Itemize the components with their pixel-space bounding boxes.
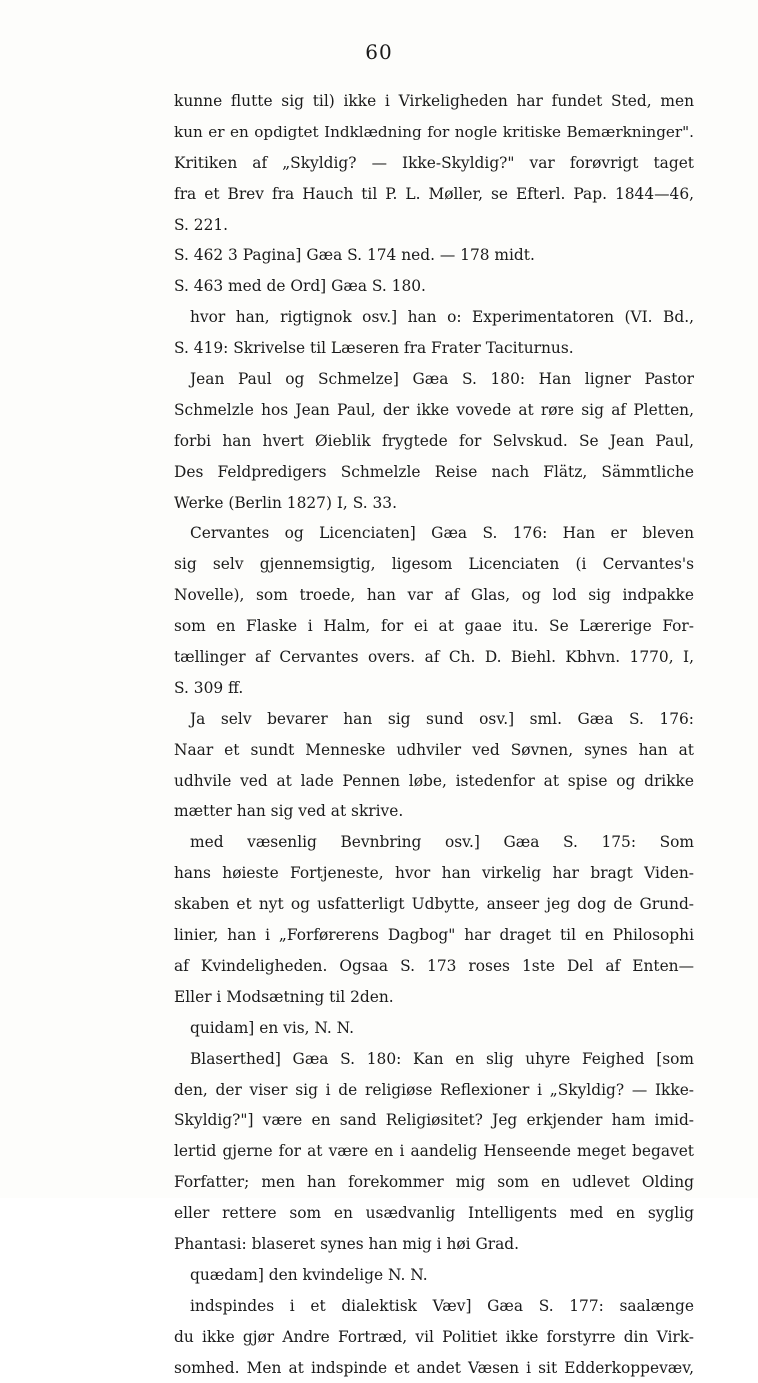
text-line: skaben et nyt og usfatterligt Udbytte, anseer jeg dog de Grund- [174,895,694,914]
text-line: S. 463 med de Ord] Gæa S. 180. [174,277,426,296]
text-line: S. 419: Skrivelse til Læseren fra Frater Taciturnus. [174,339,574,358]
text-line: eller rettere som en usædvanlig Intelligents med en syglig [174,1204,694,1223]
text-line: indspindes i et dialektisk Væv] Gæa S. 177: saalænge [190,1296,694,1315]
text-line: med væsenlig Bevnbring osv.] Gæa S. 175: Som [190,833,694,852]
text-line: sig selv gjennemsigtig, ligesom Licenciaten (i Cervantes's [174,555,694,574]
text-line: hvor han, rigtignok osv.] han o: Experimentatoren (VI. Bd., [190,308,694,327]
text-line: S. 221. [174,215,229,234]
text-line: Skyldig?"] være en sand Religiøsitet? Jeg erkjender ham imid- [174,1111,694,1130]
text-line: kun er en opdigtet Indklædning for nogle kritiske Bemærkninger". [174,122,694,141]
text-line: Cervantes og Licenciaten] Gæa S. 176: Han er bleven [190,524,694,543]
text-line: Phantasi: blaseret synes han mig i høi Grad. [174,1234,520,1253]
text-line: Jean Paul og Schmelze] Gæa S. 180: Han ligner Pastor [190,370,694,389]
text-line: Kritiken af „Skyldig? — Ikke-Skyldig?" var forøvrigt taget [174,153,694,172]
text-line: forbi han hvert Øieblik frygtede for Selvskud. Se Jean Paul, [174,431,694,450]
text-line: Ja selv bevarer han sig sund osv.] sml. Gæa S. 176: [190,709,694,728]
text-line: Naar et sundt Menneske udhviler ved Søvnen, synes han at [174,740,694,759]
text-line: mætter han sig ved at skrive. [174,802,404,821]
text-line: Blaserthed] Gæa S. 180: Kan en slig uhyre Feighed [som [190,1049,694,1068]
text-line: du ikke gjør Andre Fortræd, vil Politiet ikke forstyrre din Virk- [174,1327,694,1346]
text-line: hans høieste Fortjeneste, hvor han virkelig har bragt Viden- [174,864,694,883]
text-line: S. 309 ff. [174,678,244,697]
text-line: Werke (Berlin 1827) I, S. 33. [174,493,397,512]
text-line: Novelle), som troede, han var af Glas, og lod sig indpakke [174,586,694,605]
text-line: Forfatter; men han forekommer mig som en udlevet Olding [174,1173,694,1192]
text-line: den, der viser sig i de religiøse Reflexioner i „Skyldig? — Ikke- [174,1080,694,1099]
text-line: somhed. Men at indspinde et andet Væsen i sit Edderkoppevæv, [174,1358,694,1377]
text-line: lertid gjerne for at være en i aandelig Henseende meget begavet [174,1142,694,1161]
text-line: Schmelzle hos Jean Paul, der ikke vovede at røre sig af Pletten, [174,400,694,419]
text-line: som en Flaske i Halm, for ei at gaae itu. Se Lærerige For- [174,617,694,636]
text-line: tællinger af Cervantes overs. af Ch. D. Biehl. Kbhvn. 1770, I, [174,648,694,667]
text-line: udhvile ved at lade Pennen løbe, istedenfor at spise og drikke [174,771,694,790]
text-line: fra et Brev fra Hauch til P. L. Møller, se Efterl. Pap. 1844—46, [174,184,694,203]
text-line: quidam] en vis, N. N. [190,1018,355,1037]
text-line: quædam] den kvindelige N. N. [190,1265,428,1284]
text-line: af Kvindeligheden. Ogsaa S. 173 roses 1ste Del af Enten— [174,956,694,975]
text-line: linier, han i „Forførerens Dagbog" har draget til en Philosophi [174,926,694,945]
text-line: Eller i Modsætning til 2den. [174,987,394,1006]
text-line: S. 462 3 Pagina] Gæa S. 174 ned. — 178 midt. [174,246,535,265]
text-line: Des Feldpredigers Schmelzle Reise nach Flätz, Sämmtliche [174,462,694,481]
page-number: 60 [365,40,393,64]
body-text [174,86,694,1383]
text-line: kunne flutte sig til) ikke i Virkeligheden har fundet Sted, men [174,92,694,110]
